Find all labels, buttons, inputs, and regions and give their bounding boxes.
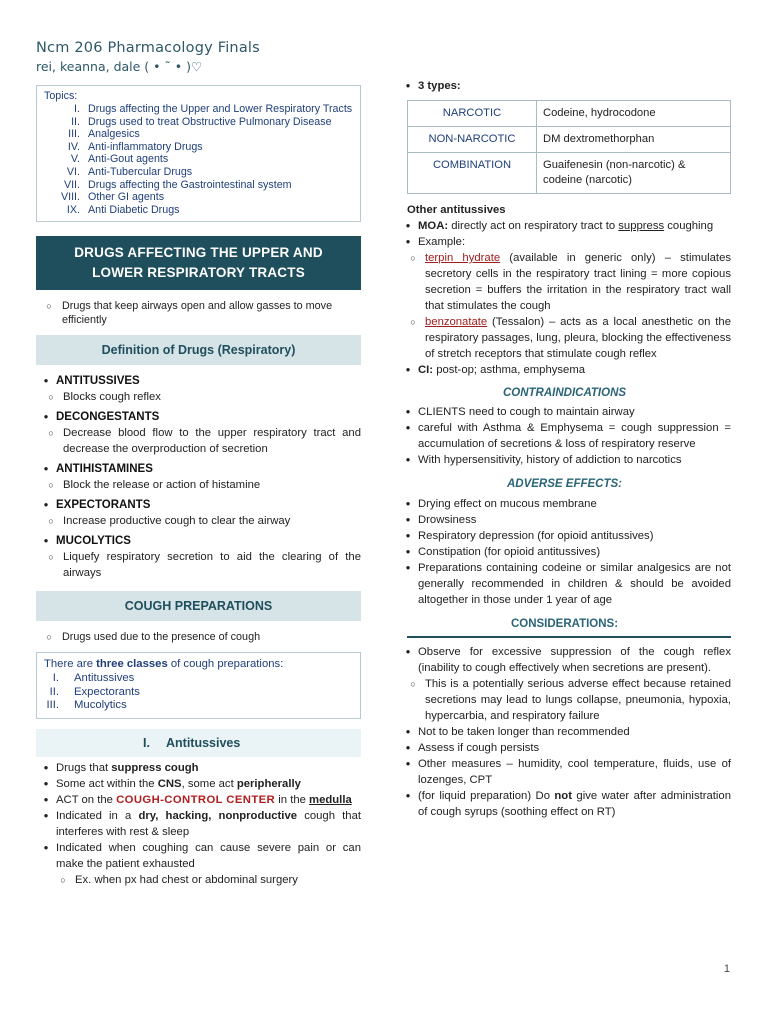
bullet-icon: ● <box>405 455 411 464</box>
topic-number: VII. <box>63 178 80 191</box>
section-banner-respiratory <box>36 236 361 290</box>
definition-term: ● EXPECTORANTS <box>36 497 361 513</box>
list-item: ● With hypersensitivity, history of addiction to narcotics <box>398 452 731 468</box>
bullet-icon: ● <box>405 365 411 374</box>
topic-text: Anti-inflammatory Drugs <box>88 140 203 153</box>
topic-number: IX. <box>66 203 80 216</box>
topic-item <box>44 166 353 179</box>
table-cell: Guaifenesin (non-narcotic) & codeine (narcotic) <box>537 153 731 194</box>
classes-box <box>36 652 361 719</box>
bullet-icon: ● <box>405 407 411 416</box>
intro-text: Drugs that keep airways open and allow gasses to move efficiently <box>62 300 333 327</box>
list-item: ● CI: post-op; asthma, emphysema <box>398 362 731 378</box>
intro-note <box>36 299 361 327</box>
definition-term: ● MUCOLYTICS <box>36 533 361 549</box>
list-item: ● Some act within the CNS, some act peripherally <box>36 776 361 792</box>
list-item: ● Constipation (for opioid antitussives) <box>398 544 731 560</box>
topic-text: Drugs affecting the Upper and Lower Respiratory Tracts <box>88 103 353 115</box>
topic-text: Drugs used to treat Obstructive Pulmonary Disease <box>88 115 332 128</box>
bullet-icon: ● <box>405 237 411 246</box>
bullet-icon: ● <box>405 791 411 800</box>
circle-bullet-icon: ○ <box>48 392 54 403</box>
bullet-icon: ● <box>405 647 411 656</box>
topic-item <box>44 128 353 141</box>
topic-number: VIII. <box>60 191 80 204</box>
list-item: ● Indicated when coughing can cause severe pain or can make the patient exhausted <box>36 840 361 872</box>
definition-term: ● ANTIHISTAMINES <box>36 461 361 477</box>
topic-item <box>44 204 353 217</box>
topic-text: Anti-Gout agents <box>88 153 169 166</box>
bullet-icon: ● <box>43 464 49 474</box>
section-number: I. <box>143 735 150 750</box>
circle-bullet-icon: ○ <box>410 679 416 689</box>
list-item: ● Drying effect on mucous membrane <box>398 496 731 512</box>
bullet-icon: ● <box>43 376 49 386</box>
topic-number: IV. <box>67 140 80 153</box>
topic-number: II. <box>71 115 80 128</box>
circle-bullet-icon: ○ <box>48 480 54 491</box>
bullet-icon: ● <box>405 423 411 432</box>
bullet-icon: ● <box>405 563 411 572</box>
bullet-icon: ● <box>43 412 49 422</box>
topic-text: Drugs affecting the Gastrointestinal system <box>88 178 292 191</box>
section-title: Antitussives <box>166 735 241 750</box>
topic-item <box>44 116 353 129</box>
bullet-icon: ● <box>405 81 411 90</box>
table-cell: DM dextromethorphan <box>537 127 731 153</box>
contraindications-title: CONTRAINDICATIONS <box>502 387 627 399</box>
list-item: ● Drugs that suppress cough <box>36 760 361 776</box>
list-subitem: ○ Ex. when px had chest or abdominal surgery <box>36 872 361 888</box>
table-row <box>408 127 731 153</box>
bullet-icon: ● <box>43 842 49 852</box>
banner-line: LOWER RESPIRATORY TRACTS <box>92 265 305 281</box>
list-subitem: ○ terpin hydrate (available in generic only) – stimulates secretory cells in the respiratory tract lining = more copious secretion = buffers the irritation in the respiratory tract wall that stimulates the cough <box>398 250 731 314</box>
topic-item <box>44 153 353 166</box>
document-title: Ncm 206 Pharmacology Finals <box>36 40 260 56</box>
circle-bullet-icon: ○ <box>48 552 54 563</box>
list-item: ● (for liquid preparation) Do not give water after administration of cough syrups (soothing effect on RT) <box>398 788 731 820</box>
topic-item <box>44 191 353 204</box>
list-item: ● CLIENTS need to cough to maintain airway <box>398 404 731 420</box>
bullet-icon: ● <box>405 515 411 524</box>
definition-desc: ○ Decrease blood flow to the upper respiratory tract and decrease the overproduction of secretion <box>36 425 361 457</box>
bullet-icon: ● <box>405 221 411 230</box>
definition-desc: ○ Liquefy respiratory secretion to aid the clearing of the airways <box>36 549 361 581</box>
definition-desc: ○ Block the release or action of histamine <box>36 477 361 493</box>
definition-desc: ○ Increase productive cough to clear the airway <box>36 513 361 529</box>
definition-banner: Definition of Drugs (Respiratory) <box>36 335 361 365</box>
topic-item <box>44 141 353 154</box>
definition-term: ● ANTITUSSIVES <box>36 373 361 389</box>
circle-bullet-icon: ○ <box>48 516 54 527</box>
types-heading: ● 3 types: <box>398 78 731 94</box>
topic-number: I. <box>74 103 80 115</box>
list-item: ● MOA: directly act on respiratory tract to suppress coughing <box>398 218 731 234</box>
topic-item <box>44 179 353 192</box>
list-item: ● Respiratory depression (for opioid antitussives) <box>398 528 731 544</box>
banner-line: DRUGS AFFECTING THE UPPER AND <box>74 245 323 261</box>
antitussives-banner <box>36 729 361 757</box>
definitions-list <box>36 373 361 581</box>
circle-bullet-icon: ○ <box>60 874 66 885</box>
class-item: III. Mucolytics <box>46 699 127 712</box>
list-subitem: ○ This is a potentially serious adverse effect because retained secretions may lead to lungs collapse, pneumonia, hypoxia, hypercarbia, and respiratory failure <box>398 676 731 724</box>
bullet-icon: ● <box>43 762 49 772</box>
bullet-icon: ● <box>405 547 411 556</box>
list-item: ● Assess if cough persists <box>398 740 731 756</box>
definition-desc: ○ Blocks cough reflex <box>36 389 361 405</box>
class-item: I. Antitussives <box>52 672 135 685</box>
bullet-icon: ● <box>405 759 411 768</box>
cough-intro: ○ Drugs used due to the presence of cough <box>36 630 361 644</box>
considerations-title: CONSIDERATIONS: <box>510 618 619 630</box>
circle-bullet-icon: ○ <box>410 317 416 327</box>
bullet-icon: ● <box>405 727 411 736</box>
bullet-icon: ● <box>405 743 411 752</box>
bullet-icon: ● <box>43 536 49 546</box>
topics-box <box>36 85 361 222</box>
topic-text: Anti Diabetic Drugs <box>88 203 180 216</box>
circle-bullet-icon: ○ <box>410 253 416 263</box>
table-cell: NON-NARCOTIC <box>408 127 537 153</box>
list-item: ● ACT on the COUGH-CONTROL CENTER in the medulla <box>36 792 361 808</box>
list-item: ● careful with Asthma & Emphysema = cough suppression = accumulation of secretions & loss of respiratory reserve <box>398 420 731 452</box>
types-table <box>407 100 731 194</box>
list-item: ● Other measures – humidity, cool temperature, fluids, use of lozenges, CPT <box>398 756 731 788</box>
list-item: ● Drowsiness <box>398 512 731 528</box>
topics-heading: Topics: <box>44 90 78 102</box>
list-item: ● Preparations containing codeine or similar analgesics are not generally recommended in children & should be avoided altogether in those under 1 year of age <box>398 560 731 608</box>
cough-preparations-banner: COUGH PREPARATIONS <box>36 591 361 621</box>
table-row <box>408 101 731 127</box>
list-item: ● Observe for excessive suppression of the cough reflex (inability to cough effectively when secretions are present). <box>398 644 731 676</box>
document-authors: rei, keanna, dale ( • ˜ • )♡ <box>36 59 203 74</box>
topics-list <box>44 103 353 216</box>
left-column <box>36 85 361 888</box>
right-column <box>398 78 731 820</box>
bullet-icon: ● <box>43 810 49 820</box>
definition-term: ● DECONGESTANTS <box>36 409 361 425</box>
antitussives-list <box>36 760 361 888</box>
other-antitussives-heading: Other antitussives <box>407 204 506 216</box>
topic-number: III. <box>68 128 80 141</box>
classes-intro: There are three classes of cough preparations: <box>44 658 284 671</box>
circle-bullet-icon: ○ <box>48 428 54 439</box>
list-item: ● Example: <box>398 234 731 250</box>
table-cell: Codeine, hydrocodone <box>537 101 731 127</box>
topic-item <box>44 103 353 116</box>
page-number: 1 <box>723 963 730 975</box>
list-subitem: ○ benzonatate (Tessalon) – acts as a local anesthetic on the respiratory passages, lung, pleura, blocking the effectiveness of stretch receptors that stimulate cough reflex <box>398 314 731 362</box>
bullet-icon: ● <box>405 531 411 540</box>
topic-number: VI. <box>66 165 80 178</box>
bullet-icon: ● <box>43 500 49 510</box>
list-item: ● Not to be taken longer than recommended <box>398 724 731 740</box>
table-cell: NARCOTIC <box>408 101 537 127</box>
table-cell: COMBINATION <box>408 153 537 194</box>
topic-text: Analgesics <box>88 128 140 141</box>
class-item: II. Expectorants <box>49 685 140 698</box>
circle-bullet-icon: ○ <box>46 301 52 312</box>
bullet-icon: ● <box>43 778 49 788</box>
list-item: ● Indicated in a dry, hacking, nonproductive cough that interferes with rest & sleep <box>36 808 361 840</box>
adverse-effects-title: ADVERSE EFFECTS: <box>506 478 622 490</box>
circle-bullet-icon: ○ <box>46 632 52 643</box>
divider <box>407 636 731 638</box>
table-row <box>408 153 731 194</box>
bullet-icon: ● <box>405 499 411 508</box>
topic-text: Other GI agents <box>88 191 165 204</box>
bullet-icon: ● <box>43 794 49 804</box>
topic-text: Anti-Tubercular Drugs <box>88 165 193 178</box>
topic-number: V. <box>70 153 80 166</box>
